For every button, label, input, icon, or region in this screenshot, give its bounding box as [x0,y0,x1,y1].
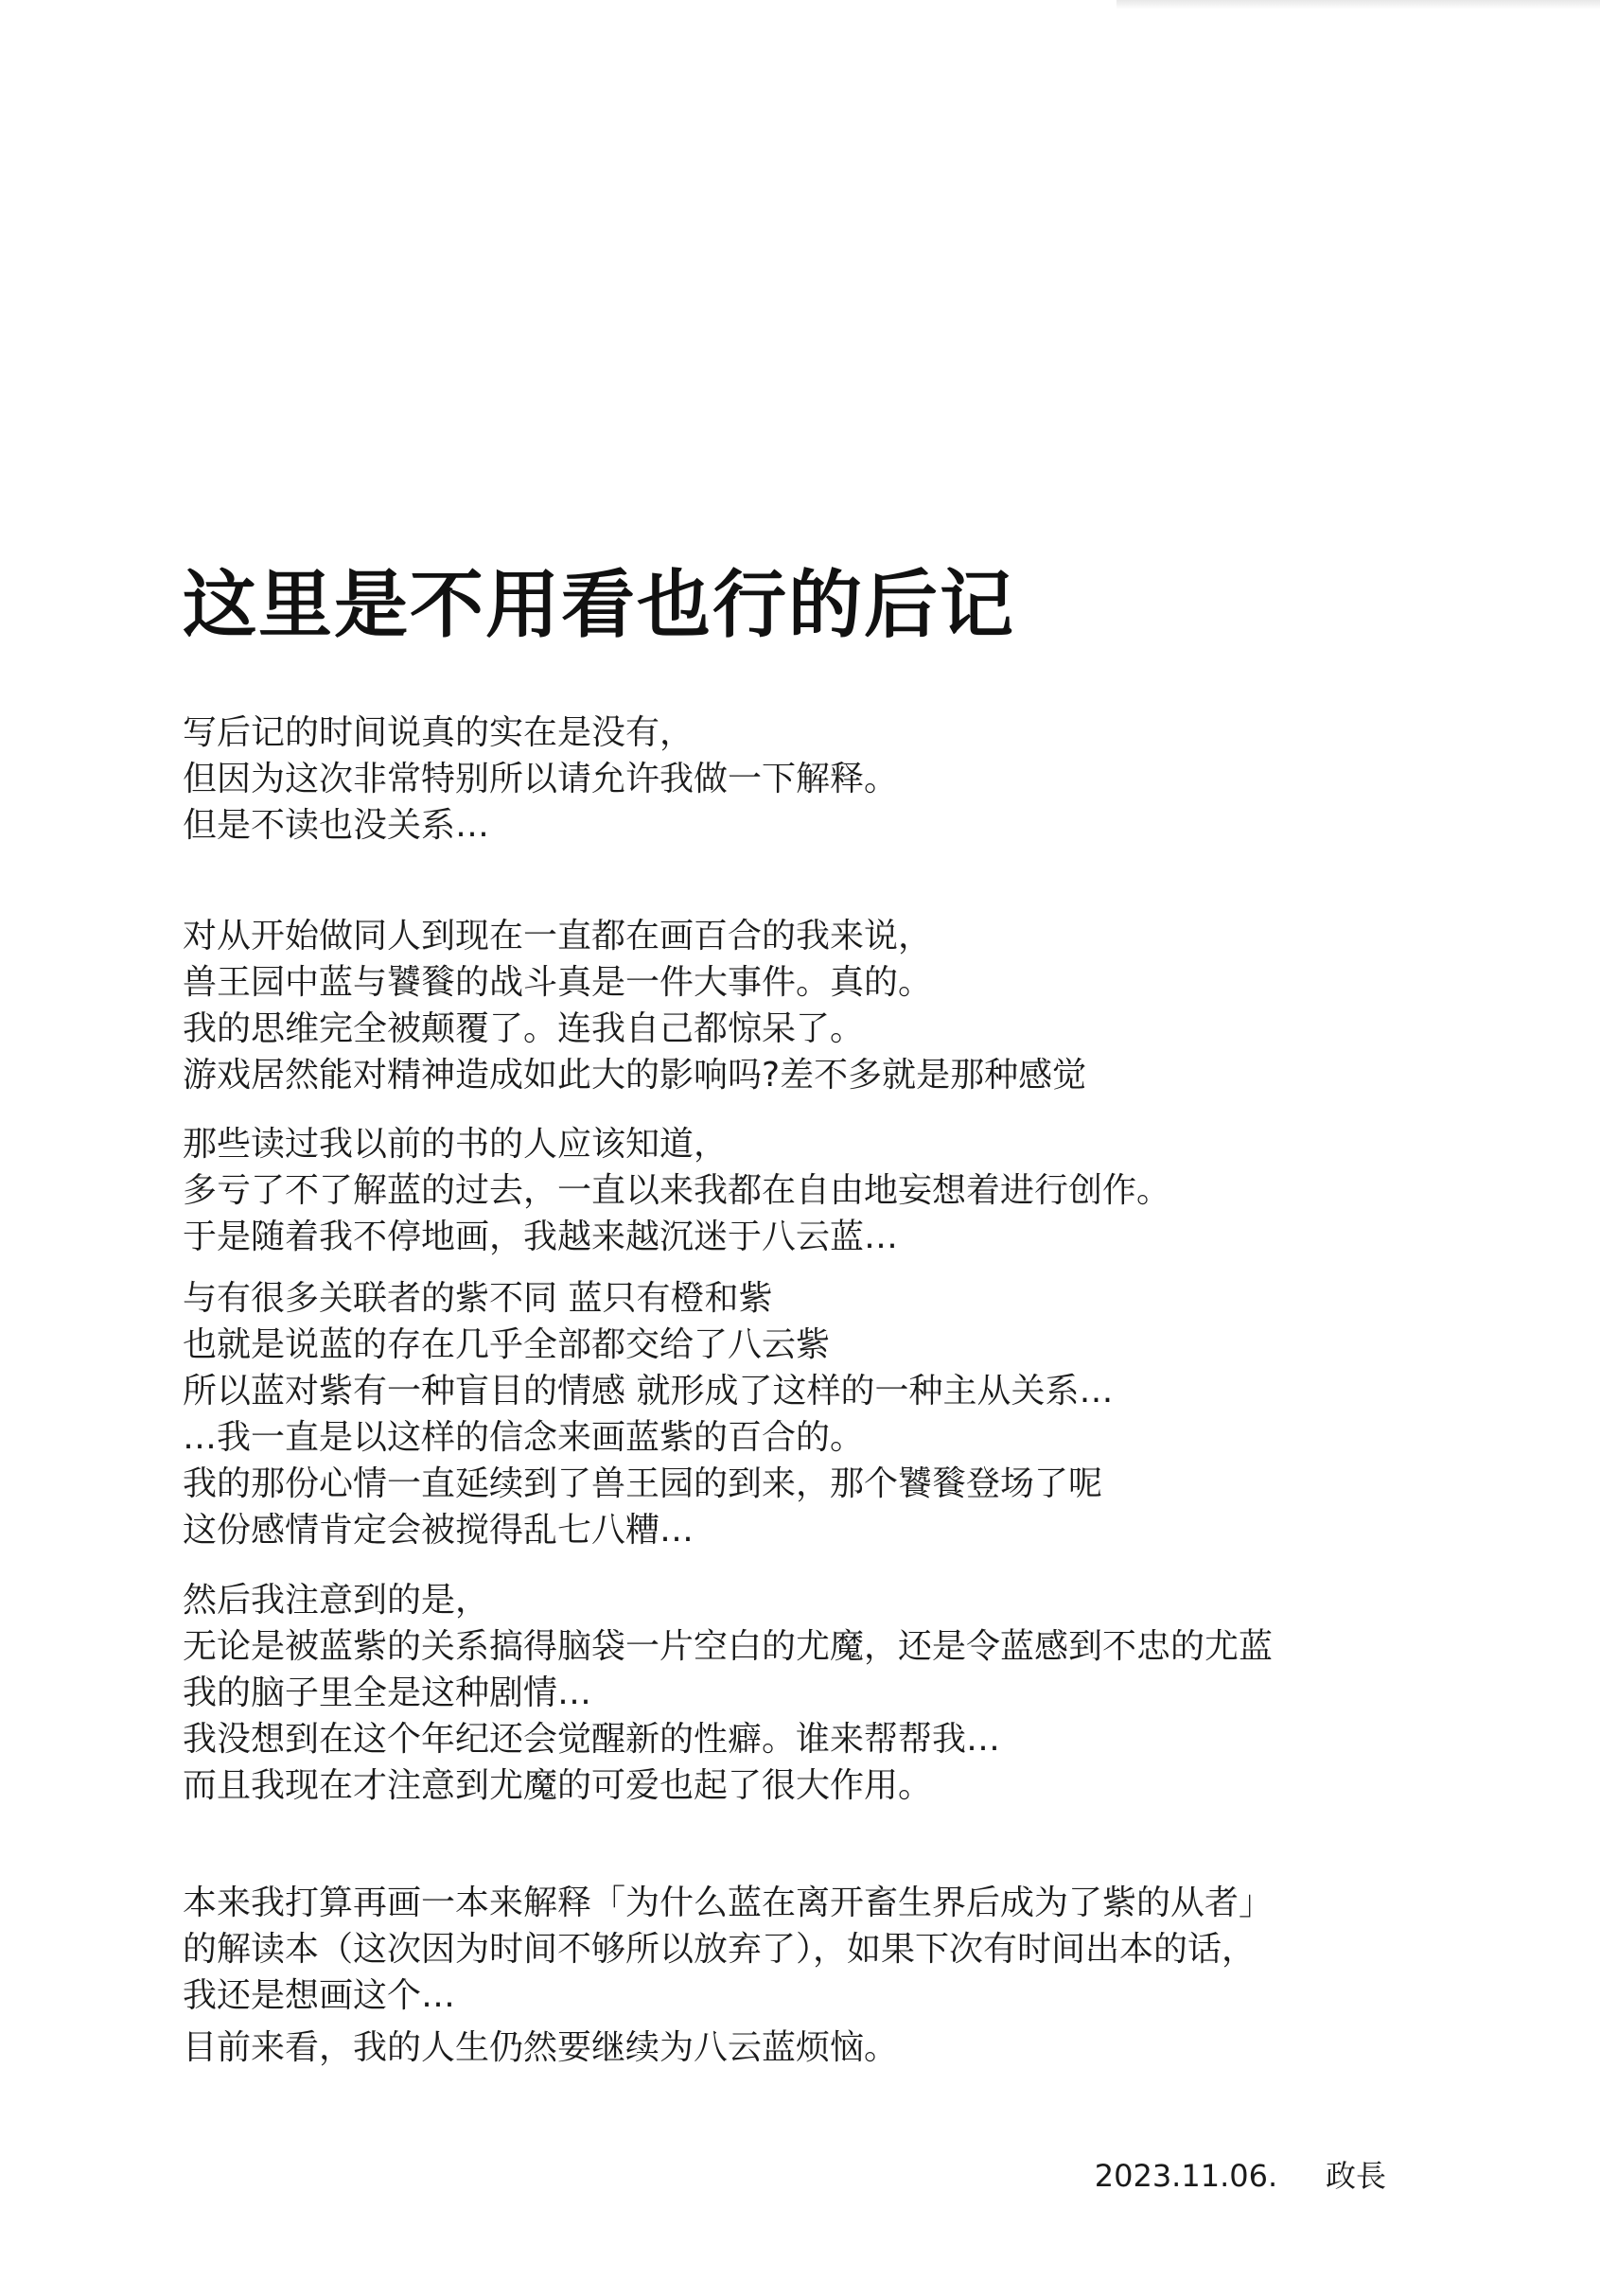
text-line: 我的脑子里全是这种剧情… [183,1674,592,1712]
text-line: 兽王园中蓝与饕餮的战斗真是一件大事件。真的。 [183,963,933,1002]
text-line: 目前来看，我的人生仍然要继续为八云蓝烦恼。 [183,2028,899,2067]
signature-spacer [1287,2158,1316,2194]
paragraph-7 [183,2024,898,2071]
text-line: 于是随着我不停地画，我越来越沉迷于八云蓝… [183,1218,899,1256]
text-line: 那些读过我以前的书的人应该知道， [183,1125,729,1164]
text-line: 而且我现在才注意到尤魔的可爱也起了很大作用。 [183,1766,933,1805]
text-line: 我还是想画这个… [183,1976,456,2015]
paragraph-1 [183,710,898,849]
text-line: 多亏了不了解蓝的过去，一直以来我都在自由地妄想着进行创作。 [183,1171,1171,1210]
text-line: 写后记的时间说真的实在是没有， [183,713,695,752]
paragraph-6 [183,1880,1273,2019]
scan-edge-shadow [1116,0,1600,9]
paragraph-3 [183,1121,1170,1260]
signature-date: 2023.11.06. [1094,2158,1278,2194]
text-line: 但因为这次非常特别所以请允许我做一下解释。 [183,760,899,798]
paragraph-5 [183,1577,1273,1809]
text-line: 本来我打算再画一本来解释「为什么蓝在离开畜生界后成为了紫的从者」 [183,1884,1274,1922]
text-line: 的解读本（这次因为时间不够所以放弃了），如果下次有时间出本的话， [183,1930,1257,1969]
text-line: …我一直是以这样的信念来画蓝紫的百合的。 [183,1418,865,1457]
text-line: 对从开始做同人到现在一直都在画百合的我来说， [183,917,933,955]
paragraph-4 [183,1275,1113,1553]
text-line: 无论是被蓝紫的关系搞得脑袋一片空白的尤魔，还是令蓝感到不忠的尤蓝 [183,1627,1274,1666]
text-line: 我的思维完全被颠覆了。连我自己都惊呆了。 [183,1009,865,1048]
text-line: 我没想到在这个年纪还会觉醒新的性癖。谁来帮帮我… [183,1720,1001,1759]
text-line: 也就是说蓝的存在几乎全部都交给了八云紫 [183,1325,831,1364]
text-line: 这份感情肯定会被搅得乱七八糟… [183,1511,695,1550]
signature [183,2155,1386,2197]
text-line: 但是不读也没关系… [183,806,490,845]
text-line: 然后我注意到的是， [183,1581,490,1620]
signature-author: 政長 [1325,2158,1386,2194]
page-title: 这里是不用看也行的后记 [183,563,1016,648]
text-line: 与有很多关联者的紫不同 蓝只有橙和紫 [183,1279,773,1318]
text-line: 游戏居然能对精神造成如此大的影响吗?差不多就是那种感觉 [183,1056,1087,1095]
text-line: 我的那份心情一直延续到了兽王园的到来，那个饕餮登场了呢 [183,1464,1103,1503]
paragraph-2 [183,913,1086,1098]
text-line: 所以蓝对紫有一种盲目的情感 就形成了这样的一种主从关系… [183,1372,1114,1411]
